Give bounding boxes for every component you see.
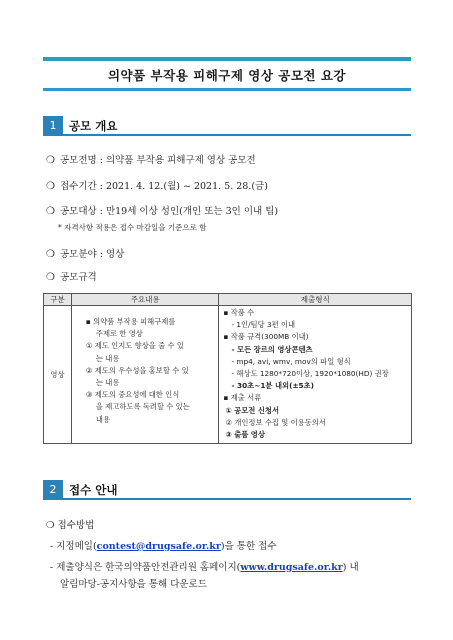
- receipt-email-prefix: - 지정메일(: [50, 541, 97, 552]
- section-1-label: 공모 개요: [69, 119, 118, 133]
- list-item-spec: [46, 269, 97, 283]
- contest-email-link[interactable]: contest@drugsafe.or.kr: [96, 541, 221, 552]
- list-item-text: 공모전명 : 의약품 부작용 피해구제 영상 공모전: [60, 155, 256, 166]
- content-line: 는 내용: [95, 353, 120, 363]
- spec-table: [43, 293, 412, 444]
- format-line: - 1인/팀당 3편 이내: [231, 320, 296, 330]
- content-line: 을 제고하도록 독려할 수 있는: [95, 402, 190, 412]
- homepage-link[interactable]: www.drugsafe.or.kr: [240, 562, 343, 573]
- format-line: - 해상도 1280*720이상, 1920*1080(HD) 권장: [231, 369, 389, 379]
- section-2-number: 2: [43, 480, 63, 500]
- format-line: ▪ 제출 서류: [223, 393, 262, 403]
- section-1-header: [43, 116, 411, 136]
- circle-bullet-icon: ❍: [46, 181, 55, 192]
- document-title-bar: [43, 57, 411, 91]
- table-row: [44, 306, 412, 444]
- list-item-field: [46, 246, 124, 260]
- section-2-header: [43, 480, 411, 500]
- section-1-underline: [63, 134, 411, 136]
- receipt-method-heading: ❍ 접수방법: [46, 520, 95, 531]
- circle-bullet-icon: ❍: [46, 272, 55, 283]
- download-line: [50, 559, 359, 573]
- format-line: ③ 출품 영상: [225, 430, 265, 440]
- receipt-email-line: [50, 538, 277, 552]
- table-cell-content: [71, 306, 219, 444]
- content-line: ▪ 의약품 부작용 피해구제를: [85, 317, 176, 326]
- format-line: - 모든 장르의 영상콘텐츠: [231, 344, 313, 354]
- download-line-2: 알림마당-공지사항을 통해 다운로드: [60, 579, 207, 590]
- table-header-content: 주요내용: [71, 294, 219, 306]
- section-1-number: 1: [43, 116, 63, 136]
- list-item-text: 접수기간 : 2021. 4. 12.(월) ~ 2021. 5. 28.(금): [60, 181, 268, 192]
- content-line: 주제로 한 영상: [95, 329, 143, 339]
- format-line: ▪ 작품 규격(300MB 이내): [223, 332, 309, 342]
- list-item-eligibility: [46, 203, 278, 217]
- list-item-text: 공모분야 : 영상: [60, 249, 125, 260]
- list-item-text: 공모대상 : 만19세 이상 성인(개인 또는 3인 이내 팀): [60, 206, 279, 217]
- table-header-format: 제출형식: [219, 294, 412, 306]
- content-line: ③ 제도의 중요성에 대한 인식: [85, 390, 180, 400]
- content-line: ② 제도의 우수성을 홍보할 수 있: [85, 365, 189, 375]
- section-2-label: 접수 안내: [69, 483, 118, 497]
- title-bottom-rule: [43, 88, 411, 91]
- table-cell-category: 영상: [44, 306, 72, 444]
- format-line: - 30초~1분 내외(±5초): [231, 381, 315, 391]
- format-line: ① 공모전 신청서: [225, 405, 280, 415]
- circle-bullet-icon: ❍: [46, 206, 55, 217]
- circle-bullet-icon: ❍: [46, 249, 55, 260]
- receipt-email-suffix: )을 통한 접수: [220, 541, 277, 552]
- format-line: ② 개인정보 수집 및 이용동의서: [225, 417, 326, 427]
- section-2-underline: [63, 498, 411, 500]
- list-item-contest-name: [46, 152, 256, 166]
- content-line: ① 제도 인지도 향상을 줄 수 있: [85, 341, 184, 351]
- title-top-rule: [43, 57, 411, 61]
- format-line: ▪ 작품 수: [223, 308, 255, 317]
- list-item-text: 공모규격: [60, 272, 97, 283]
- document-title: 의약품 부작용 피해구제 영상 공모전 요강: [107, 68, 347, 83]
- list-item-period: [46, 178, 268, 192]
- circle-bullet-icon: ❍: [46, 155, 55, 166]
- content-line: 내용: [95, 414, 111, 424]
- download-prefix: - 제출양식은 한국의약품안전관리원 홈페이지(: [50, 562, 241, 573]
- download-suffix: ) 내: [342, 562, 359, 573]
- table-cell-format: [219, 306, 412, 444]
- table-header-category: 구분: [44, 294, 72, 306]
- format-line: - mp4, avi, wmv, mov의 파일 형식: [231, 356, 351, 366]
- eligibility-note: * 자격사항 적용은 접수 마감일을 기준으로 함: [58, 223, 207, 232]
- table-header-row: [44, 294, 412, 306]
- content-line: 는 내용: [95, 378, 120, 388]
